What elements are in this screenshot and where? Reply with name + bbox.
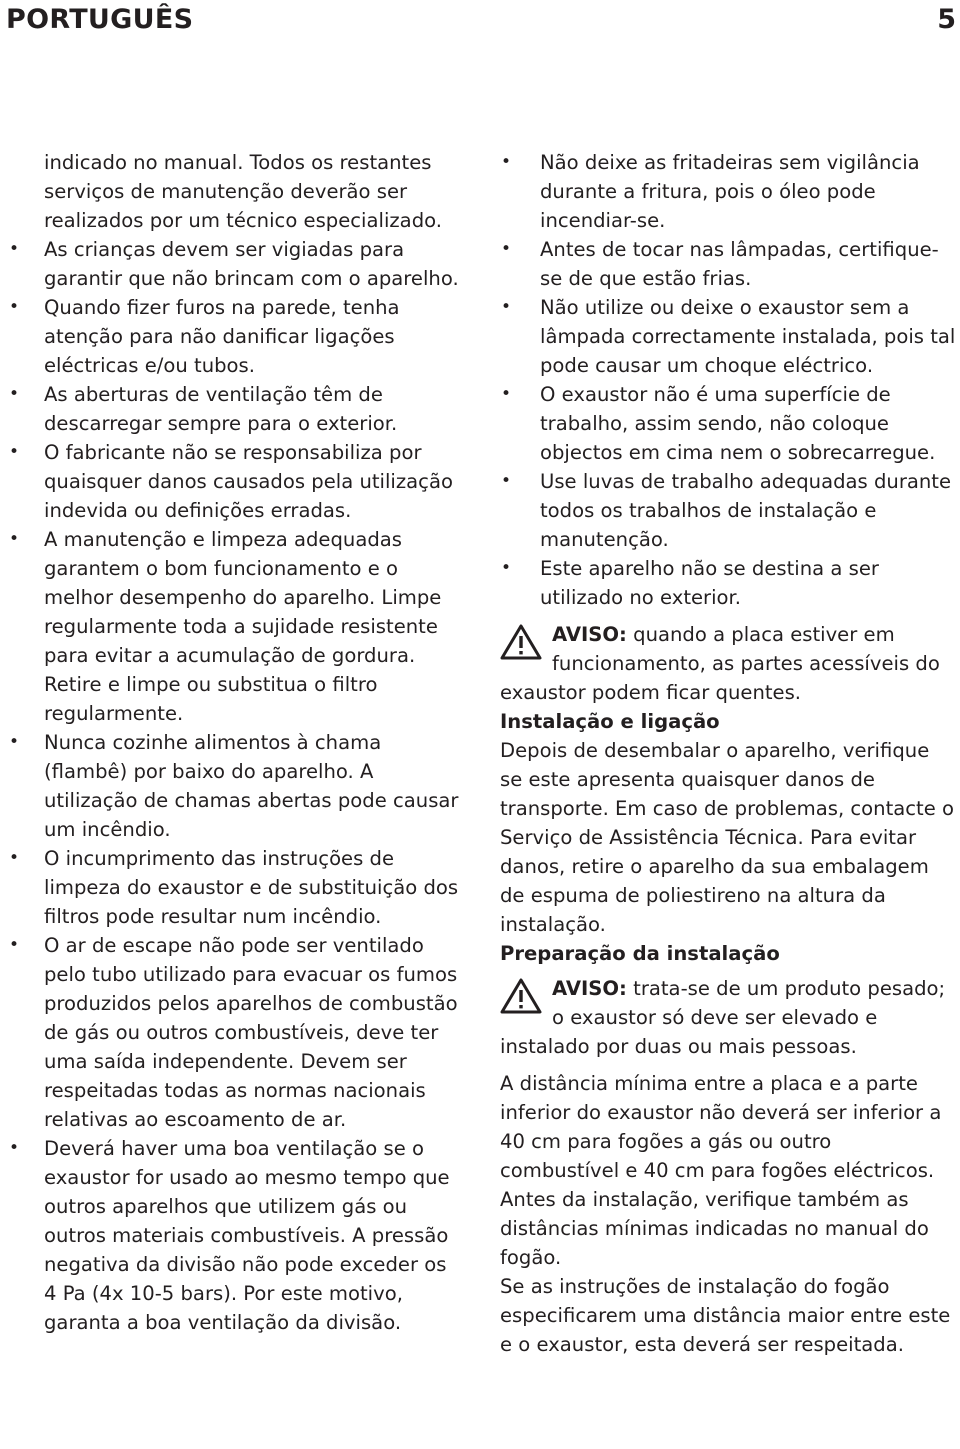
list-item: • Não deixe as fritadeiras sem vigilância durante a fritura, pois o óleo pode incendiar-se. [500,148,956,235]
warning-heavy-product [500,974,956,1061]
list-item: • Nunca cozinhe alimentos à chama (flambê) por baixo do aparelho. A utilização de chamas abertas pode causar um incêndio. [44,728,459,844]
section-body-installation: Depois de desembalar o aparelho, verifique se este apresenta quaisquer danos de transporte. Em caso de problemas, contacte o Serviço de Assistência Técnica. Para evitar danos, retire o aparelho da sua embalagem de espuma de poliestireno na altura da instalação. [500,739,955,936]
list-item: • A manutenção e limpeza adequadas garantem o bom funcionamento e o melhor desempenho do aparelho. Limpe regularmente toda a sujidade resistente para evitar a acumulação de gordura. Retire e limpe ou substitua o filtro regularmente. [44,525,459,728]
warning-hot-parts [500,620,956,707]
list-item: • As aberturas de ventilação têm de descarregar sempre para o exterior. [44,380,459,438]
right-bullet-list [500,148,956,612]
list-item: • As crianças devem ser vigiadas para garantir que não brincam com o aparelho. [44,235,459,293]
warning-label: AVISO: [552,977,627,1000]
list-item: • Use luvas de trabalho adequadas durante todos os trabalhos de instalação e manutenção. [500,467,956,554]
left-bullet-list [44,235,459,1337]
hob-instructions-text: Se as instruções de instalação do fogão especificarem uma distância maior entre este e o exaustor, esta deverá ser respeitada. [500,1275,951,1356]
list-item: • Antes de tocar nas lâmpadas, certifique-se de que estão frias. [500,235,956,293]
intro-text: indicado no manual. Todos os restantes serviços de manutenção deverão ser realizados por um técnico especializado. [44,151,442,232]
page-header [0,0,960,50]
list-item: • O exaustor não é uma superfície de trabalho, assim sendo, não coloque objectos em cima nem o sobrecarregue. [500,380,956,467]
list-item: • O ar de escape não pode ser ventilado pelo tubo utilizado para evacuar os fumos produzidos pelos aparelhos de combustão de gás ou outros combustíveis, deve ter uma saída independente. Devem ser respeitadas todas as normas nacionais relativas ao escoamento de ar. [44,931,459,1134]
left-column [44,148,459,1337]
right-column [500,148,956,1359]
warning-text: quando a placa estiver em funcionamento, as partes acessíveis do exaustor podem ficar quentes. [500,623,940,704]
warning-triangle-icon [500,978,542,1014]
list-item: • O incumprimento das instruções de limpeza do exaustor e de substituição dos filtros pode resultar num incêndio. [44,844,459,931]
list-item: • O fabricante não se responsabiliza por quaisquer danos causados pela utilização indevida ou definições erradas. [44,438,459,525]
list-item: • Quando fizer furos na parede, tenha atenção para não danificar ligações eléctricas e/ou tubos. [44,293,459,380]
page-number: 5 [937,4,956,35]
list-item: • Não utilize ou deixe o exaustor sem a lâmpada correctamente instalada, pois tal pode causar um choque eléctrico. [500,293,956,380]
section-title-installation: Instalação e ligação [500,710,720,733]
language-title: PORTUGUÊS [6,4,194,35]
warning-label: AVISO: [552,623,627,646]
section-title-preparation: Preparação da instalação [500,942,780,965]
list-item: • Este aparelho não se destina a ser utilizado no exterior. [500,554,956,612]
minimum-distance-text: A distância mínima entre a placa e a parte inferior do exaustor não deverá ser inferior a 40 cm para fogões a gás ou outro combustível e 40 cm para fogões eléctricos. Antes da instalação, verifique também as distâncias mínimas indicadas no manual do fogão. [500,1072,942,1269]
warning-text: trata-se de um produto pesado; o exaustor só deve ser elevado e instalado por duas ou mais pessoas. [500,977,946,1058]
warning-triangle-icon [500,624,542,660]
list-item: • Deverá haver uma boa ventilação se o exaustor for usado ao mesmo tempo que outros aparelhos que utilizem gás ou outros materiais combustíveis. A pressão negativa da divisão não pode exceder os 4 Pa (4x 10-5 bars). Por este motivo, garanta a boa ventilação da divisão. [44,1134,459,1337]
